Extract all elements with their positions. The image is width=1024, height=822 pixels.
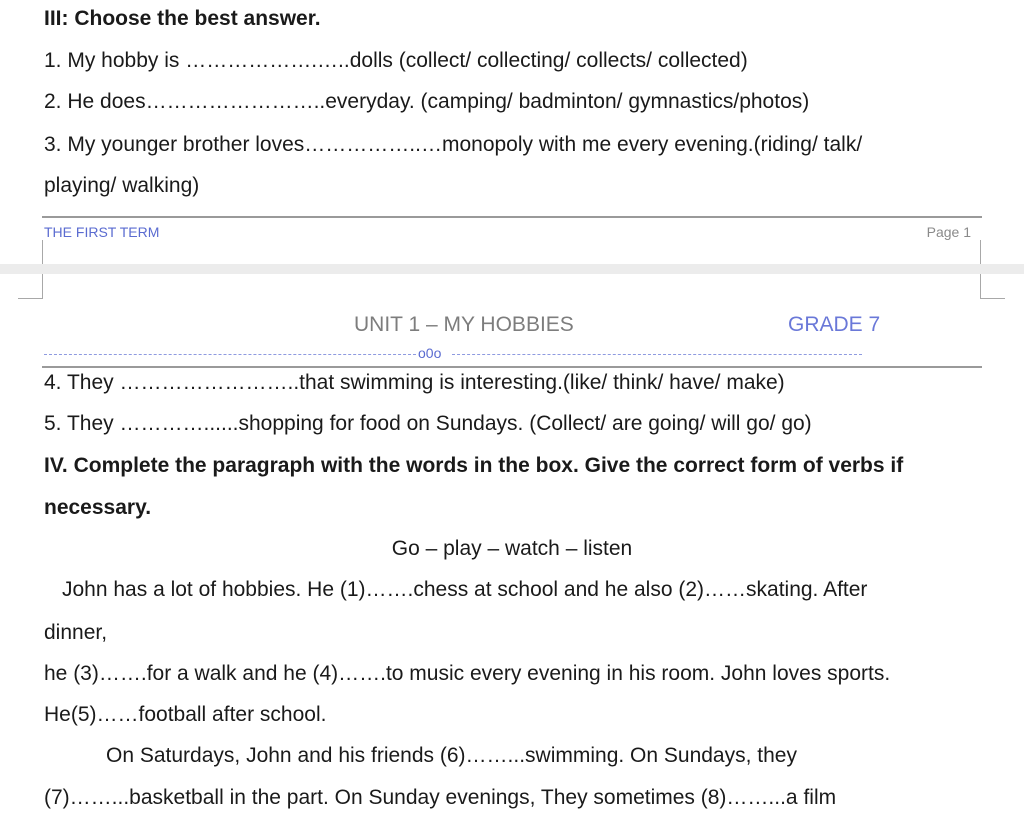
footer-divider bbox=[42, 216, 982, 218]
crop-mark-top-left bbox=[18, 240, 43, 264]
unit-title: UNIT 1 – MY HOBBIES bbox=[354, 313, 574, 336]
crop-mark-bottom-left bbox=[18, 274, 43, 299]
section-3-heading: III: Choose the best answer. bbox=[44, 7, 321, 30]
word-box: Go – play – watch – listen bbox=[391, 537, 633, 560]
question-3-line-2: playing/ walking) bbox=[44, 174, 200, 197]
question-1: 1. My hobby is ……………….…..dolls (collect/ collecting/ collects/ collected) bbox=[44, 49, 748, 72]
paragraph-line-2: dinner, bbox=[44, 621, 108, 644]
footer-term-label: THE FIRST TERM bbox=[44, 224, 160, 240]
question-5: 5. They …………......shopping for food on Sundays. (Collect/ are going/ will go/ go) bbox=[44, 412, 812, 435]
crop-mark-bottom-right bbox=[980, 274, 1005, 299]
header-ornament: o0o bbox=[418, 345, 442, 361]
paragraph-line-3: he (3)…….for a walk and he (4)…….to music every evening in his room. John loves sports. bbox=[44, 662, 891, 685]
header-dashed-rule-left bbox=[44, 354, 416, 355]
grade-label: GRADE 7 bbox=[788, 313, 881, 336]
page-break bbox=[0, 264, 1024, 274]
paragraph-line-1: John has a lot of hobbies. He (1)…….chess at school and he also (2)……skating. After bbox=[62, 578, 868, 601]
paragraph-line-5: On Saturdays, John and his friends (6)……...swimming. On Sundays, they bbox=[106, 744, 797, 767]
question-2: 2. He does……………………..everyday. (camping/ badminton/ gymnastics/photos) bbox=[44, 90, 810, 113]
section-4-heading-line-1: IV. Complete the paragraph with the words in the box. Give the correct form of verbs if bbox=[44, 454, 904, 477]
paragraph-line-6: (7)……...basketball in the part. On Sunday evenings, They sometimes (8)……...a film bbox=[44, 786, 837, 809]
header-dashed-rule-right bbox=[452, 354, 862, 355]
footer-page-number: Page 1 bbox=[926, 224, 971, 240]
paragraph-line-4: He(5)……football after school. bbox=[44, 703, 327, 726]
section-4-heading-line-2: necessary. bbox=[44, 496, 152, 519]
question-4: 4. They ……………………..that swimming is interesting.(like/ think/ have/ make) bbox=[44, 371, 785, 394]
header-divider bbox=[42, 366, 982, 368]
question-3-line-1: 3. My younger brother loves……………..…monopoly with me every evening.(riding/ talk/ bbox=[44, 133, 863, 156]
crop-mark-top-right bbox=[980, 240, 1005, 264]
